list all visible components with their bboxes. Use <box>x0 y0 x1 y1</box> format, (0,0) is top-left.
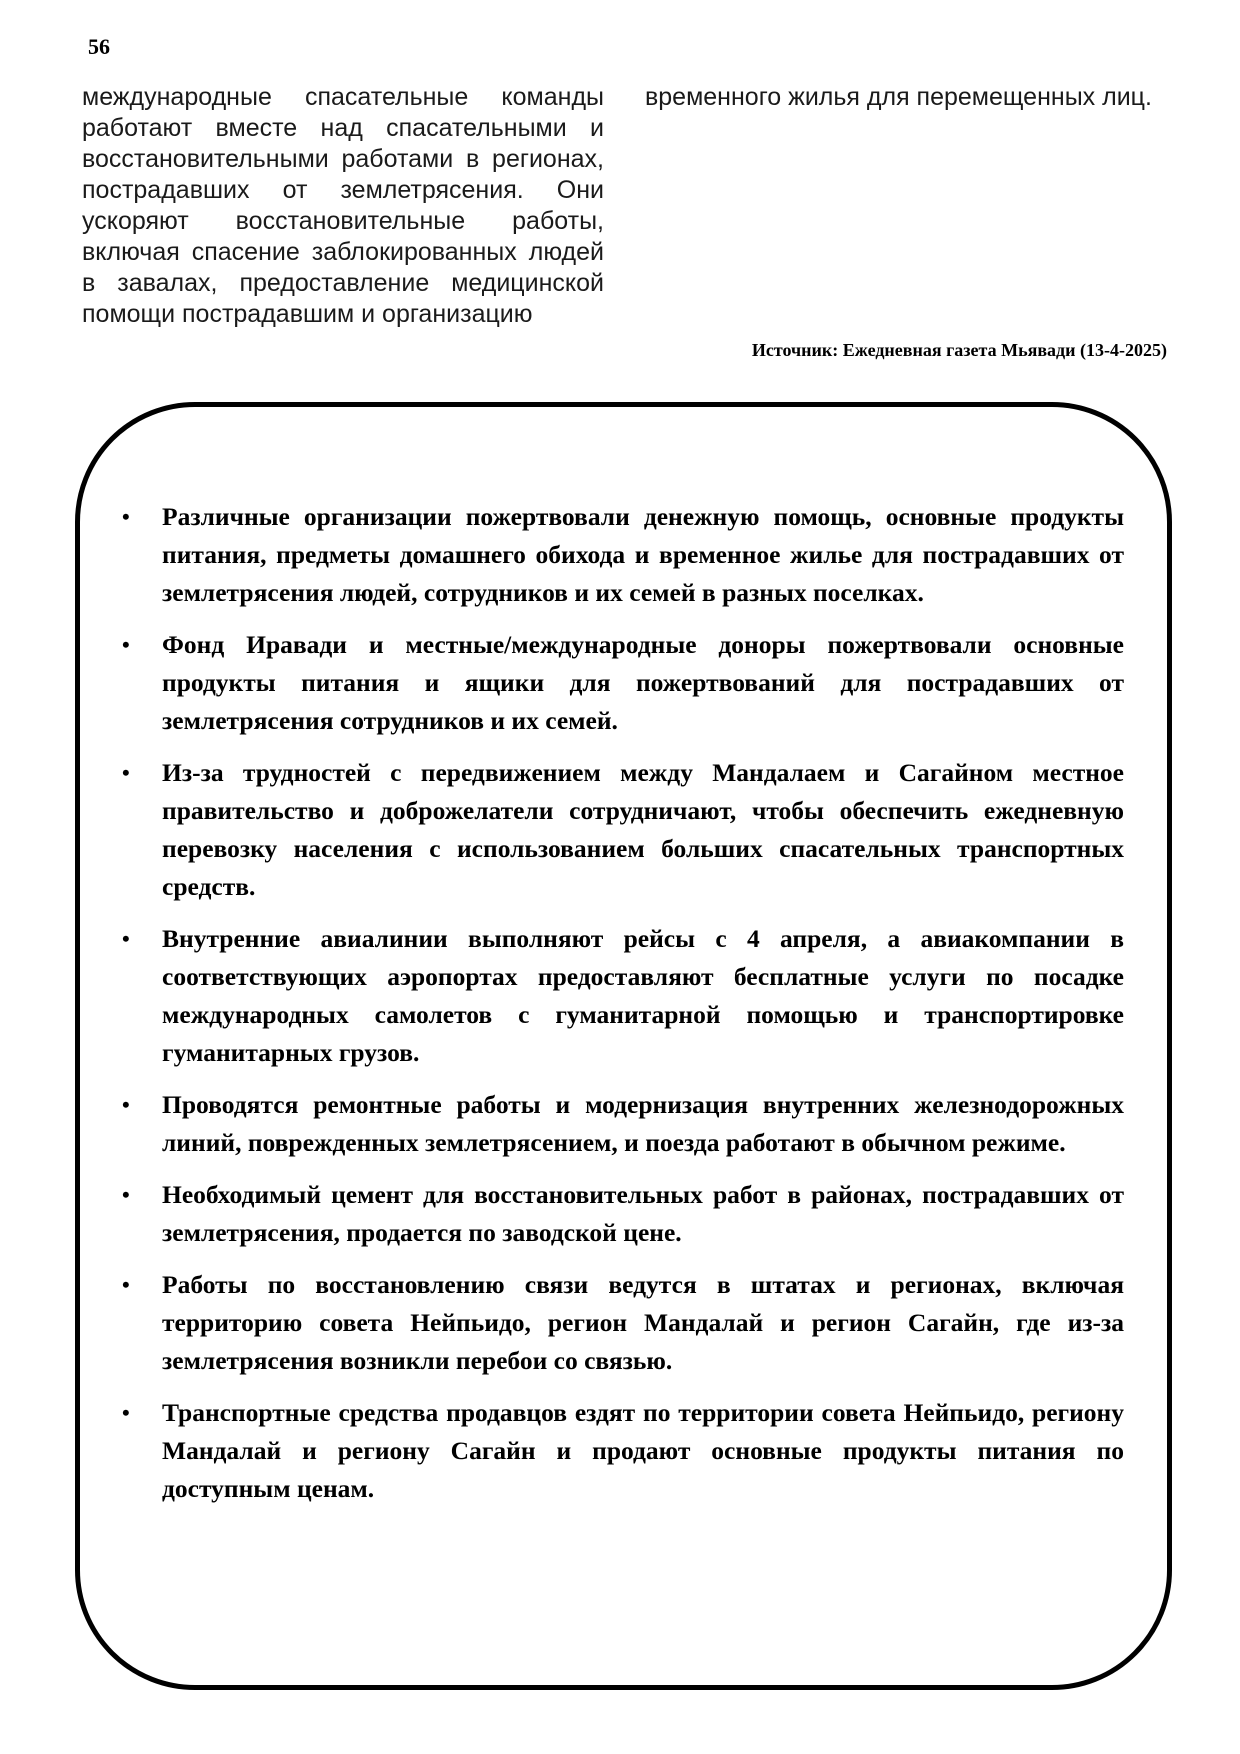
list-item <box>120 498 1124 612</box>
bullet-icon: • <box>122 1400 130 1425</box>
list-item <box>120 1394 1124 1508</box>
bullet-text: Фонд Иравади и местные/международные доноры пожертвовали основные продукты питания и ящики для пожертвований для пострадавших от землетрясения сотрудников и их семей. <box>162 630 1124 735</box>
bullet-text: Из-за трудностей с передвижением между Мандалаем и Сагайном местное правительство и доброжелатели сотрудничают, чтобы обеспечить ежедневную перевозку населения с использованием больших спасательных транспортных средств. <box>162 758 1124 901</box>
list-item <box>120 920 1124 1072</box>
bullet-icon: • <box>122 760 130 785</box>
page-number: 56 <box>88 34 110 59</box>
bullet-text: Транспортные средства продавцов ездят по территории совета Нейпьидо, региону Мандалай и региону Сагайн и продают основные продукты питания по доступным ценам. <box>162 1398 1124 1503</box>
list-item <box>120 1266 1124 1380</box>
bullet-text: Проводятся ремонтные работы и модернизация внутренних железнодорожных линий, поврежденных землетрясением, и поезда работают в обычном режиме. <box>162 1090 1124 1157</box>
list-item <box>120 754 1124 906</box>
bullet-icon: • <box>122 1092 130 1117</box>
bullet-icon: • <box>122 504 130 529</box>
bullet-text: Необходимый цемент для восстановительных работ в районах, пострадавших от землетрясения, продается по заводской цене. <box>162 1180 1124 1247</box>
article-right-column: временного жилья для перемещенных лиц. <box>645 83 1152 111</box>
list-item <box>120 1086 1124 1162</box>
list-item <box>120 626 1124 740</box>
list-item <box>120 1176 1124 1252</box>
bullet-icon: • <box>122 1272 130 1297</box>
article-left-column: международные спасательные команды работают вместе над спасательными и восстановительными работами в регионах, пострадавших от землетрясения. Они ускоряют восстановительные работы, включая спасение заблокированных людей в завалах, предоставление медицинской помощи пострадавшим и организацию <box>82 83 604 328</box>
bullet-icon: • <box>122 1182 130 1207</box>
bullet-icon: • <box>122 926 130 951</box>
source-citation: Источник: Ежедневная газета Мьявади (13-4-2025) <box>751 340 1167 360</box>
bullet-text: Работы по восстановлению связи ведутся в штатах и регионах, включая территорию совета Нейпьидо, регион Мандалай и регион Сагайн, где из-за землетрясения возникли перебои со связью. <box>162 1270 1124 1375</box>
bullet-icon: • <box>122 632 130 657</box>
bullet-text: Различные организации пожертвовали денежную помощь, основные продукты питания, предметы домашнего обихода и временное жилье для пострадавших от землетрясения людей, сотрудников и их семей в разных поселках. <box>162 502 1124 607</box>
bullet-text: Внутренние авиалинии выполняют рейсы с 4 апреля, а авиакомпании в соответствующих аэропортах предоставляют бесплатные услуги по посадке международных самолетов с гуманитарной помощью и транспортировке гуманитарных грузов. <box>162 924 1124 1067</box>
summary-bullet-list <box>120 498 1124 1522</box>
